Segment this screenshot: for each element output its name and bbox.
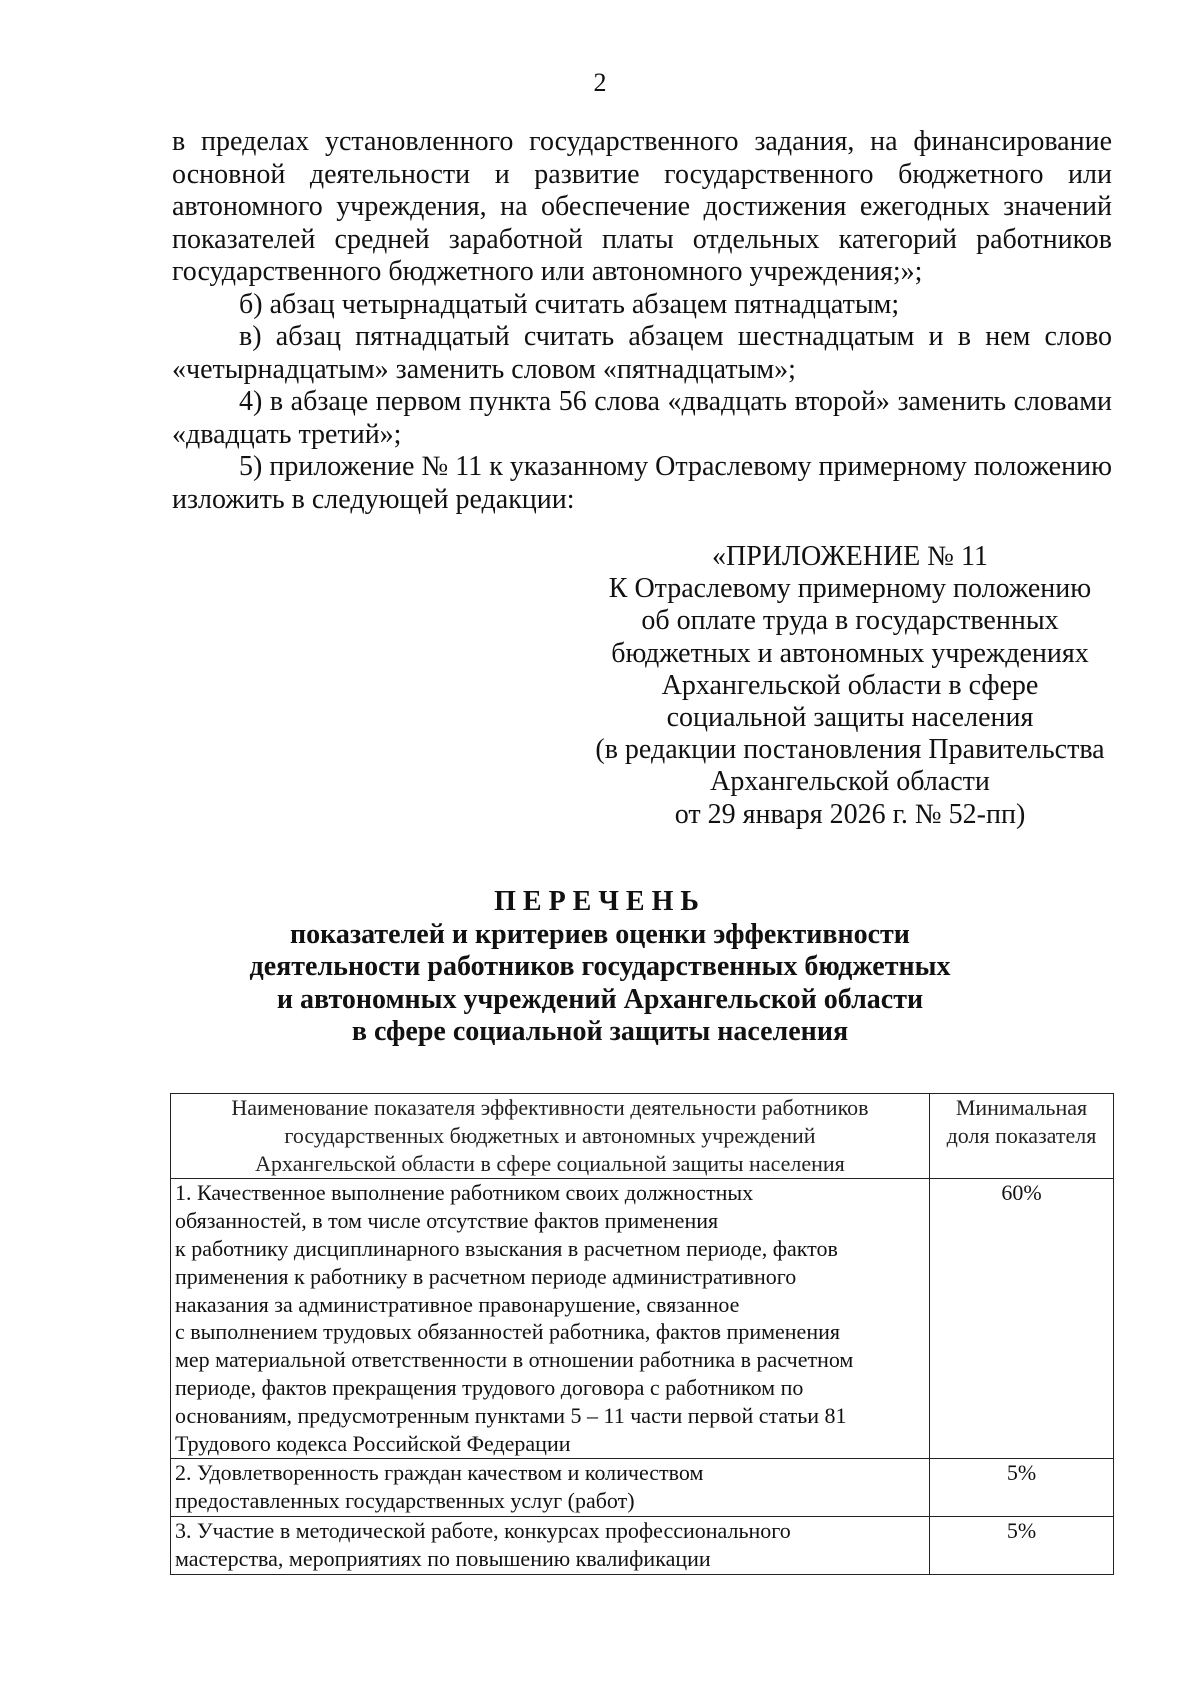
cell-line: 3. Участие в методической работе, конкурсах профессионального	[175, 1517, 791, 1543]
appendix-header	[580, 541, 1120, 831]
appendix-line: об оплате труда в государственных	[641, 605, 1059, 637]
list-subtitle-line: показателей и критериев оценки эффективности	[290, 918, 910, 950]
indicator-name	[171, 1179, 930, 1459]
item-v: в) абзац пятнадцатый считать абзацем шестнадцатым и в нем слово «четырнадцатым» заменить словом «пятнадцатым»;	[172, 321, 1112, 385]
appendix-line: Архангельской области	[710, 766, 990, 798]
header-min-share	[929, 1094, 1113, 1179]
cell-line: обязанностей, в том числе отсутствие фактов применения	[175, 1208, 719, 1234]
header-line: государственных бюджетных и автономных учреждений	[284, 1122, 816, 1148]
cell-line: основаниям, предусмотренным пунктами 5 – 11 части первой статьи 81	[175, 1402, 847, 1428]
cell-line: предоставленных государственных услуг (работ)	[175, 1488, 635, 1514]
header-line: Наименование показателя эффективности деятельности работников	[231, 1095, 869, 1120]
indicator-share: 5%	[929, 1516, 1113, 1574]
cell-line: 1. Качественное выполнение работником своих должностных	[175, 1180, 754, 1206]
appendix-line: от 29 января 2026 г. № 52-пп)	[674, 798, 1026, 830]
cell-line: к работнику дисциплинарного взыскания в расчетном периоде, фактов	[175, 1235, 838, 1261]
paragraph-line: показателей средней заработной платы отдельных категорий работников	[172, 223, 1112, 255]
paragraph-line: государственного бюджетного или автономного учреждения;»;	[172, 256, 923, 287]
appendix-line: «ПРИЛОЖЕНИЕ № 11	[712, 541, 988, 572]
list-subtitle-line: деятельности работников государственных бюджетных	[249, 951, 951, 982]
table-row	[171, 1516, 1114, 1574]
paragraph-line: в пределах установленного государственного задания, на финансирование	[172, 126, 1112, 157]
list-subtitle-line: и автономных учреждений Архангельской области	[276, 983, 924, 1015]
indicator-share: 5%	[929, 1459, 1113, 1517]
header-line: доля показателя	[946, 1122, 1097, 1148]
table-row	[171, 1459, 1114, 1517]
item-b: б) абзац четырнадцатый считать абзацем пятнадцатым;	[239, 288, 900, 320]
cell-line: Трудового кодекса Российской Федерации	[175, 1430, 571, 1456]
indicator-name	[171, 1516, 930, 1574]
list-subtitle-line: в сфере социальной защиты населения	[351, 1016, 849, 1047]
cell-line: наказания за административное правонарушение, связанное	[175, 1291, 740, 1317]
appendix-line: бюджетных и автономных учреждениях	[611, 637, 1089, 669]
cell-line: периоде, фактов прекращения трудового договора с работником по	[175, 1374, 804, 1400]
header-indicator-name	[171, 1094, 930, 1179]
document-body	[172, 126, 1112, 516]
appendix-line: К Отраслевому примерному положению	[608, 573, 1092, 605]
indicator-share: 60%	[929, 1179, 1113, 1459]
indicator-name	[171, 1459, 930, 1517]
cell-line: мер материальной ответственности в отношении работника в расчетном	[175, 1347, 854, 1373]
paragraph-line: основной деятельности и развитие государственного бюджетного или	[172, 158, 1112, 190]
appendix-line: социальной защиты населения	[666, 702, 1034, 734]
table-row	[171, 1179, 1114, 1459]
appendix-line: Архангельской области в сфере	[661, 669, 1039, 701]
cell-line: с выполнением трудовых обязанностей работника, фактов применения	[175, 1319, 840, 1345]
list-title	[0, 886, 1200, 1049]
header-line: Минимальная	[955, 1095, 1088, 1120]
paragraph-line: автономного учреждения, на обеспечение достижения ежегодных значений	[172, 191, 1112, 222]
cell-line: 2. Удовлетворенность граждан качеством и количеством	[175, 1460, 704, 1486]
criteria-table	[170, 1093, 1114, 1575]
item-4: 4) в абзаце первом пункта 56 слова «двадцать второй» заменить словами «двадцать третий»;	[172, 386, 1112, 450]
page-number: 2	[593, 68, 607, 97]
table-header-row	[171, 1094, 1114, 1179]
item-5: 5) приложение № 11 к указанному Отраслевому примерному положению изложить в следующей редакции:	[172, 451, 1112, 515]
cell-line: применения к работнику в расчетном периоде административного	[175, 1263, 797, 1289]
appendix-line: (в редакции постановления Правительства	[595, 734, 1105, 766]
paragraph-continuation	[172, 126, 1112, 289]
header-line: Архангельской области в сфере социальной защиты населения	[255, 1150, 845, 1176]
list-heading: ПЕРЕЧЕНЬ	[494, 886, 706, 917]
cell-line: мастерства, мероприятиях по повышению квалификации	[175, 1545, 711, 1571]
